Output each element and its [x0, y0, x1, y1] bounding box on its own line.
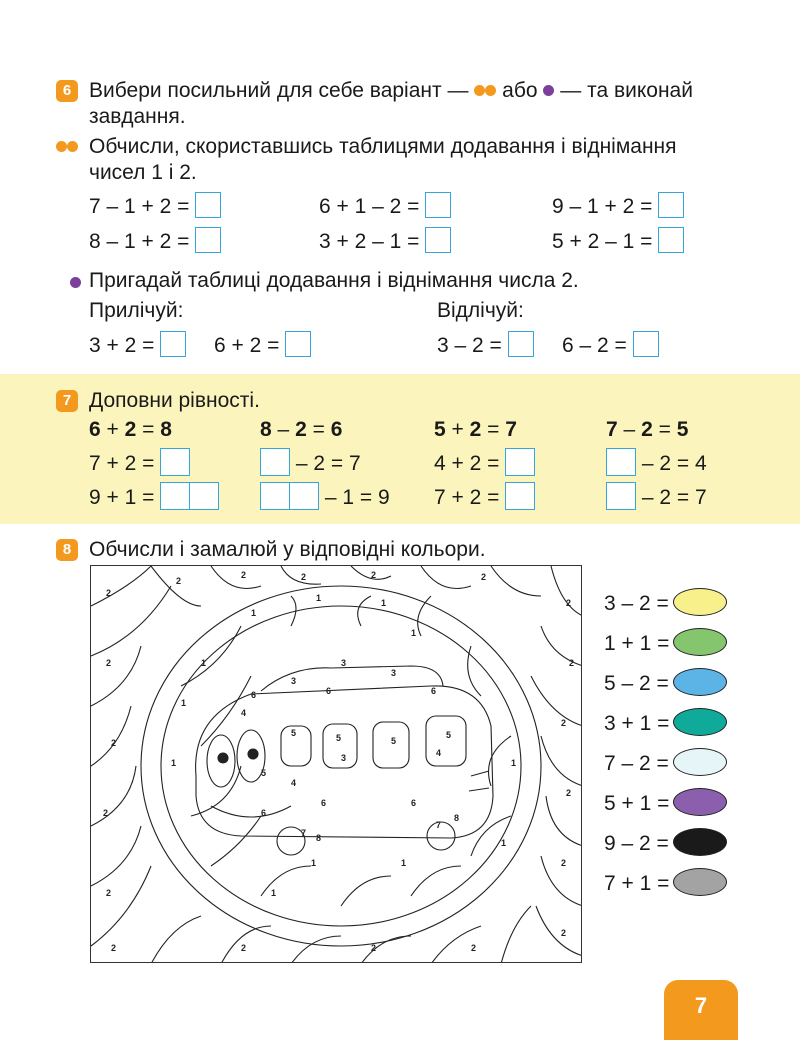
- task-6-intro-middle: або: [502, 79, 538, 102]
- easy-eq-3: 3 – 2 =: [437, 334, 534, 358]
- picture-number: 8: [454, 813, 460, 823]
- picture-number: 2: [481, 572, 487, 582]
- legend-row: 3 + 1 =: [604, 712, 727, 752]
- example-3: 5 + 2 = 7: [434, 418, 517, 441]
- picture-number: 2: [111, 738, 117, 748]
- task-6-easy-line: Пригадай таблиці додавання і віднімання числа 2.: [89, 269, 579, 292]
- coloring-picture: [90, 565, 582, 963]
- picture-number: 1: [251, 608, 257, 618]
- picture-number: 6: [431, 686, 437, 696]
- example-1: 6 + 2 = 8: [89, 418, 172, 441]
- picture-number: 4: [436, 748, 442, 758]
- hard-eq-4: 8 – 1 + 2 =: [89, 230, 221, 254]
- hard-eq-5: 3 + 2 – 1 =: [319, 230, 451, 254]
- picture-number: 2: [371, 570, 377, 580]
- task-6-intro-line2: завдання.: [89, 105, 186, 128]
- picture-number: 1: [311, 858, 317, 868]
- purple-oval: [673, 788, 727, 816]
- picture-number: 6: [411, 798, 417, 808]
- task-6-badge: 6: [56, 80, 78, 102]
- picture-number: 7: [301, 828, 307, 838]
- easy-eq-1: 3 + 2 =: [89, 334, 186, 358]
- legend-row: 3 – 2 =: [604, 592, 727, 632]
- picture-number: 1: [411, 628, 417, 638]
- picture-number: 7: [436, 820, 442, 830]
- add-label: Прилічуй:: [89, 299, 184, 322]
- example-4: 7 – 2 = 5: [606, 418, 689, 441]
- t7-eq-6: – 1 = 9: [260, 486, 390, 510]
- picture-number: 1: [316, 593, 322, 603]
- picture-number: 4: [241, 708, 247, 718]
- task-7-title: Доповни рівності.: [89, 389, 260, 412]
- answer-box[interactable]: [505, 482, 535, 510]
- orange-dots-icon: [56, 140, 78, 158]
- picture-number: 2: [176, 576, 182, 586]
- picture-number: 6: [321, 798, 327, 808]
- picture-number: 5: [336, 733, 342, 743]
- orange-dots-icon: [474, 79, 496, 102]
- picture-number: 8: [316, 833, 322, 843]
- easy-eq-4: 6 – 2 =: [562, 334, 659, 358]
- picture-number: 3: [391, 668, 397, 678]
- answer-box[interactable]: [508, 331, 534, 357]
- answer-box[interactable]: [606, 482, 636, 510]
- color-legend: [604, 592, 727, 912]
- picture-number: 6: [251, 690, 257, 700]
- picture-number: 4: [291, 778, 297, 788]
- answer-box[interactable]: [195, 192, 221, 218]
- yellow-oval: [673, 588, 727, 616]
- teal-oval: [673, 708, 727, 736]
- hard-eq-1: 7 – 1 + 2 =: [89, 195, 221, 219]
- task-7-badge: 7: [56, 390, 78, 412]
- picture-number: 2: [561, 858, 567, 868]
- picture-number: 5: [261, 768, 267, 778]
- picture-number: 1: [501, 838, 507, 848]
- green-oval: [673, 628, 727, 656]
- t7-eq-3: 4 + 2 =: [434, 452, 535, 476]
- easy-eq-2: 6 + 2 =: [214, 334, 311, 358]
- legend-row: 1 + 1 =: [604, 632, 727, 672]
- hard-eq-3: 9 – 1 + 2 =: [552, 195, 684, 219]
- task-6-intro-after: — та виконай: [560, 79, 693, 102]
- picture-number: 2: [569, 658, 575, 668]
- picture-number: 2: [106, 588, 112, 598]
- black-oval: [673, 828, 727, 856]
- picture-number: 2: [103, 808, 109, 818]
- task-6-hard-line2: чисел 1 і 2.: [89, 161, 197, 184]
- t7-eq-8: – 2 = 7: [606, 486, 707, 510]
- task-6-intro-before: Вибери посильний для себе варіант —: [89, 79, 469, 102]
- picture-number: 3: [341, 658, 347, 668]
- answer-box[interactable]: [260, 482, 290, 510]
- legend-row: 5 – 2 =: [604, 672, 727, 712]
- page-number: 7: [664, 980, 738, 1040]
- t7-eq-4: – 2 = 4: [606, 452, 707, 476]
- picture-number: 2: [566, 788, 572, 798]
- picture-number: 6: [326, 686, 332, 696]
- answer-box[interactable]: [260, 448, 290, 476]
- picture-number: 2: [561, 928, 567, 938]
- answer-box[interactable]: [425, 227, 451, 253]
- legend-row: 7 + 1 =: [604, 872, 727, 912]
- answer-box[interactable]: [425, 192, 451, 218]
- picture-number: 1: [511, 758, 517, 768]
- purple-dot-icon: [543, 85, 554, 96]
- task-6-intro: [89, 78, 693, 104]
- sub-label: Відлічуй:: [437, 299, 524, 322]
- picture-number: 1: [171, 758, 177, 768]
- picture-number: 2: [561, 718, 567, 728]
- answer-box[interactable]: [160, 448, 190, 476]
- picture-number: 5: [391, 736, 397, 746]
- answer-box[interactable]: [658, 192, 684, 218]
- picture-number: 2: [301, 572, 307, 582]
- picture-number: 1: [401, 858, 407, 868]
- picture-number: 3: [341, 753, 347, 763]
- picture-number: 5: [446, 730, 452, 740]
- answer-box[interactable]: [189, 482, 219, 510]
- t7-eq-2: – 2 = 7: [260, 452, 361, 476]
- legend-row: 7 – 2 =: [604, 752, 727, 792]
- picture-number: 2: [471, 943, 477, 953]
- answer-box[interactable]: [289, 482, 319, 510]
- picture-number: 1: [381, 598, 387, 608]
- answer-box[interactable]: [160, 331, 186, 357]
- picture-number: 2: [566, 598, 572, 608]
- answer-box[interactable]: [160, 482, 190, 510]
- picture-number: 2: [111, 943, 117, 953]
- task-8-badge: 8: [56, 539, 78, 561]
- legend-row: 9 – 2 =: [604, 832, 727, 872]
- gray-oval: [673, 868, 727, 896]
- t7-eq-5: 9 + 1 =: [89, 486, 219, 510]
- picture-number: 3: [291, 676, 297, 686]
- light-blue-oval: [673, 748, 727, 776]
- picture-number: 5: [291, 728, 297, 738]
- hard-eq-6: 5 + 2 – 1 =: [552, 230, 684, 254]
- t7-eq-7: 7 + 2 =: [434, 486, 535, 510]
- picture-number: 2: [241, 570, 247, 580]
- answer-box[interactable]: [658, 227, 684, 253]
- purple-dot-icon: [70, 276, 81, 294]
- task-8-title: Обчисли і замалюй у відповідні кольори.: [89, 538, 486, 561]
- hard-eq-2: 6 + 1 – 2 =: [319, 195, 451, 219]
- picture-number: 1: [271, 888, 277, 898]
- picture-number: 2: [241, 943, 247, 953]
- answer-box[interactable]: [505, 448, 535, 476]
- answer-box[interactable]: [285, 331, 311, 357]
- legend-row: 5 + 1 =: [604, 792, 727, 832]
- example-2: 8 – 2 = 6: [260, 418, 343, 441]
- picture-number: 2: [371, 943, 377, 953]
- t7-eq-1: 7 + 2 =: [89, 452, 190, 476]
- picture-number: 2: [106, 888, 112, 898]
- picture-number: 1: [181, 698, 187, 708]
- picture-number: 2: [106, 658, 112, 668]
- blue-oval: [673, 668, 727, 696]
- answer-box[interactable]: [633, 331, 659, 357]
- answer-box[interactable]: [195, 227, 221, 253]
- picture-number: 6: [261, 808, 267, 818]
- answer-box[interactable]: [606, 448, 636, 476]
- bus-mosaic-drawing: [91, 566, 582, 963]
- task-6-hard-line1: Обчисли, скориставшись таблицями додавання і віднімання: [89, 135, 677, 158]
- picture-number: 1: [201, 658, 207, 668]
